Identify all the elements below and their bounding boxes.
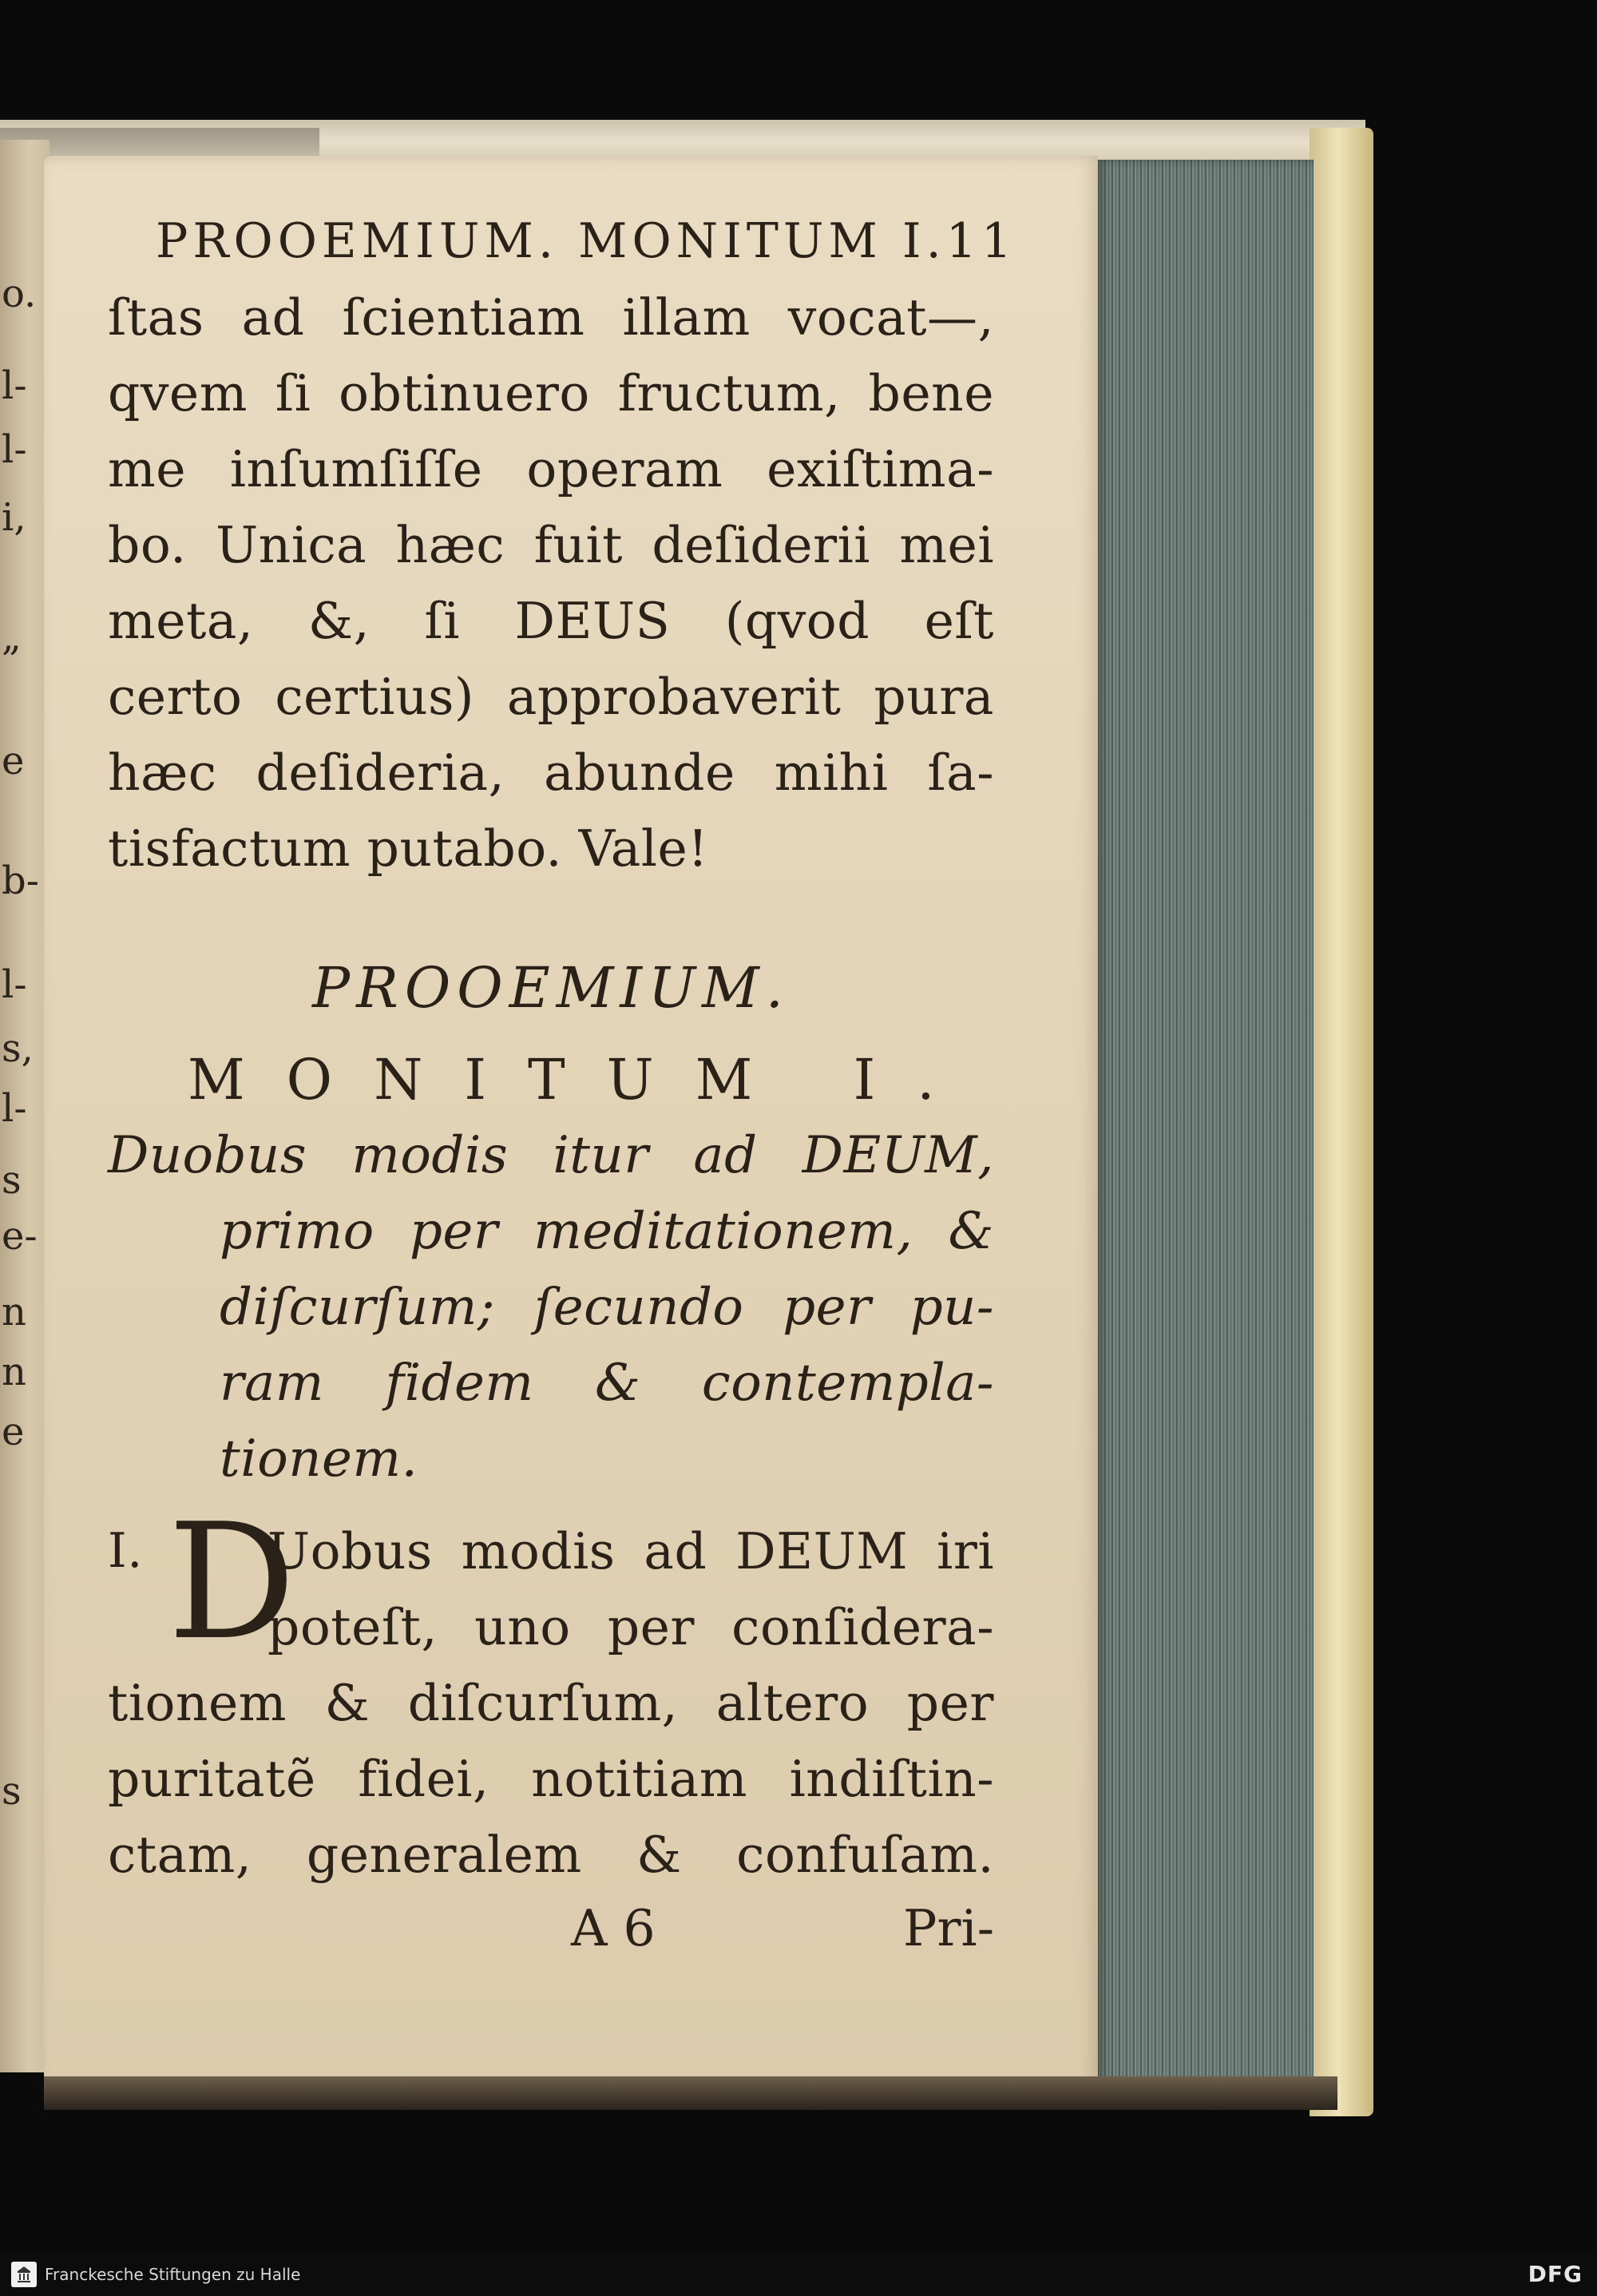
- page-number: 11: [945, 213, 1017, 269]
- page-fore-edge: [1094, 160, 1314, 2092]
- left-fragment: n: [2, 1290, 26, 1334]
- paragraph-line: puritatẽ fidei, notitiam indiſtin-: [108, 1750, 994, 1808]
- summary-line: tionem.: [220, 1430, 418, 1489]
- left-fragment: s: [2, 1769, 22, 1814]
- binding-bottom-edge: [44, 2076, 1337, 2110]
- left-fragment: b-: [2, 859, 39, 903]
- signature-mark: A 6: [571, 1899, 656, 1957]
- dfg-logo: DFG: [1528, 2261, 1583, 2287]
- running-head-title: PROOEMIUM. MONITUM I.: [156, 213, 946, 269]
- text-line: certo certius) approbaverit pura: [108, 668, 994, 726]
- left-fragment: n: [2, 1350, 26, 1394]
- left-fragment: e: [2, 1410, 25, 1454]
- text-line: ſtas ad ſcientiam illam vocat—,: [108, 288, 994, 347]
- paragraph-line-text: Uobus modis ad DEUM iri: [267, 1522, 994, 1580]
- paragraph-number: I.: [108, 1523, 143, 1579]
- drop-cap: D: [168, 1489, 296, 1675]
- page-text: [108, 204, 1017, 1957]
- left-fragment: e: [2, 739, 25, 783]
- paragraph-line: ctam, generalem & confuſam.: [108, 1826, 994, 1884]
- text-line: hæc deſideria, abunde mihi ſa-: [108, 744, 994, 802]
- left-fragment: l-: [2, 427, 27, 472]
- summary-line: ram fidem & contempla-: [220, 1354, 994, 1413]
- left-fragment: „: [2, 615, 22, 660]
- left-fragment: e-: [2, 1214, 38, 1259]
- vellum-cover-edge: [1310, 128, 1373, 2116]
- left-fragment: i,: [2, 495, 26, 540]
- left-fragment: l-: [2, 962, 27, 1007]
- chapter-summary: [108, 1118, 994, 1497]
- paragraph-line: tionem & diſcurſum, altero per: [108, 1674, 994, 1732]
- text-line: me inſumſiſſe operam exiſtima-: [108, 440, 994, 498]
- catchword: Pri-: [903, 1899, 994, 1957]
- viewer-footer: [0, 2252, 1597, 2296]
- previous-page-sliver: [0, 140, 50, 2072]
- institution-credit: [0, 2262, 300, 2287]
- page-footer-line: [108, 1899, 994, 1957]
- section-heading: PROOEMIUM.: [312, 955, 790, 1021]
- section-subheading: MONITUM I.: [188, 1047, 977, 1112]
- paragraph-line: poteſt, uno per conſidera-: [267, 1598, 994, 1656]
- summary-line: primo per meditationem, &: [220, 1202, 994, 1261]
- left-fragment: o.: [2, 272, 37, 316]
- left-fragment: l-: [2, 1086, 27, 1131]
- summary-line: diſcurſum; ſecundo per pu-: [220, 1278, 994, 1337]
- text-line: tisfactum putabo. Vale!: [108, 819, 709, 878]
- text-line: qvem ſi obtinuero fructum, bene: [108, 364, 994, 422]
- institution-name: Franckesche Stiftungen zu Halle: [45, 2264, 301, 2284]
- text-line: bo. Unica hæc fuit deſiderii mei: [108, 516, 994, 574]
- summary-line: Duobus modis itur ad DEUM,: [108, 1126, 994, 1185]
- paragraph: [108, 1489, 994, 1893]
- running-head: [108, 204, 1017, 280]
- left-fragment: s,: [2, 1026, 34, 1071]
- text-line: meta, &, ſi DEUS (qvod eſt: [108, 592, 994, 650]
- institution-logo-icon: [11, 2262, 37, 2287]
- left-fragment: l-: [2, 363, 27, 408]
- left-fragment: s: [2, 1158, 22, 1203]
